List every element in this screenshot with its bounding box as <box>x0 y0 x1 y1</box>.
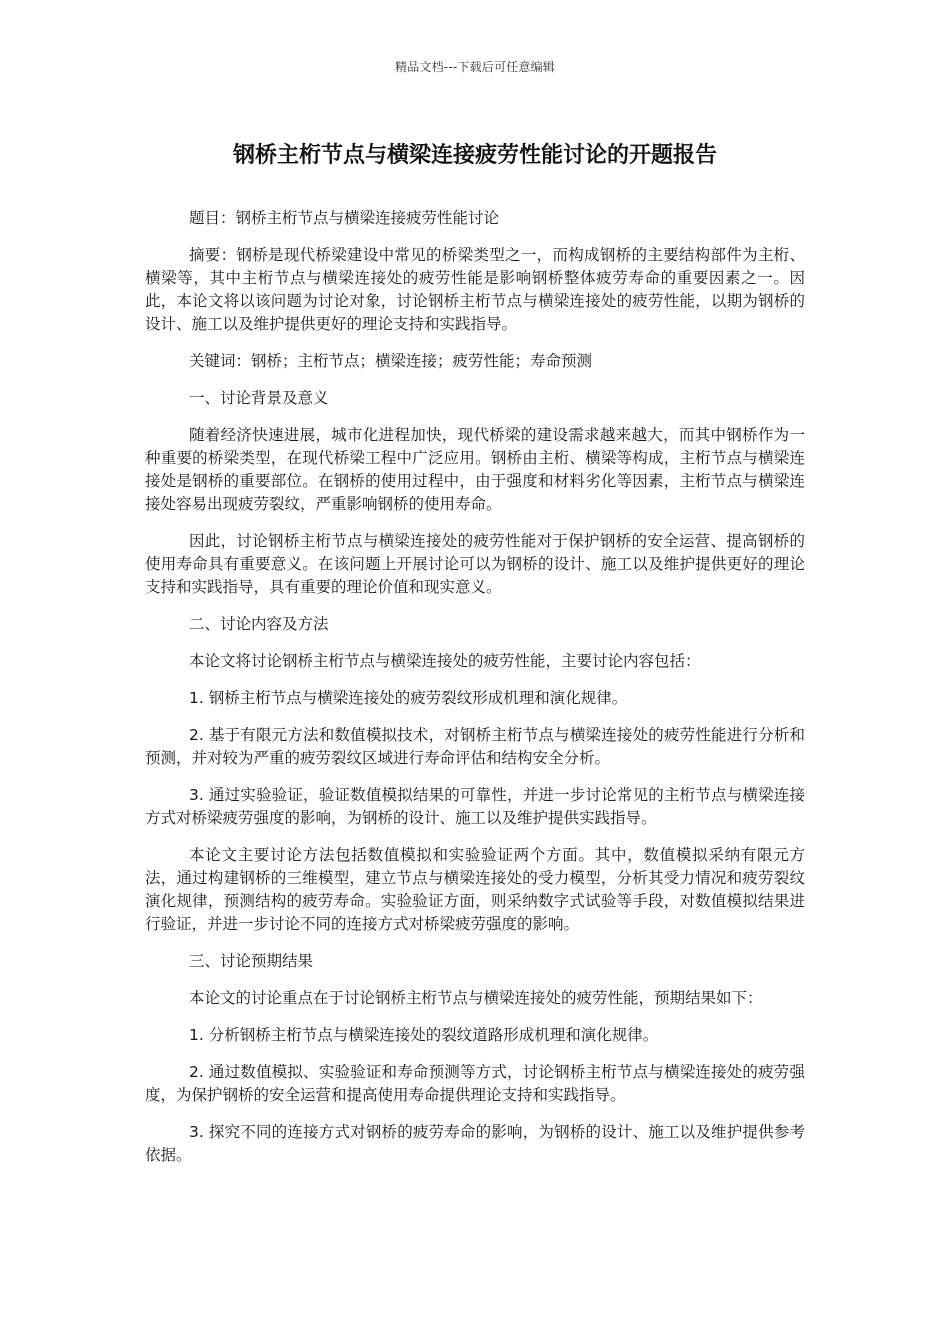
list-item-result-2: 2. 通过数值模拟、实验验证和寿命预测等方式，讨论钢桥主桁节点与横梁连接处的疲劳强度，为保护钢桥的安全运营和提高使用寿命提供理论支持和实践指导。 <box>145 1063 805 1104</box>
list-item-content-2: 2. 基于有限元方法和数值模拟技术，对钢桥主桁节点与横梁连接处的疲劳性能进行分析和预测，并对较为严重的疲劳裂纹区域进行寿命评估和结构安全分析。 <box>145 726 805 767</box>
paragraph-keywords: 关键词：钢桥；主桁节点；横梁连接；疲劳性能；寿命预测 <box>189 352 593 370</box>
list-item-result-3: 3. 探究不同的连接方式对钢桥的疲劳寿命的影响，为钢桥的设计、施工以及维护提供参考依据。 <box>145 1123 805 1164</box>
section-heading-content: 二、讨论内容及方法 <box>189 615 329 633</box>
paragraph-content-intro: 本论文将讨论钢桥主桁节点与横梁连接处的疲劳性能，主要讨论内容包括： <box>189 652 701 670</box>
document-title: 钢桥主桁节点与横梁连接疲劳性能讨论的开题报告 <box>232 143 717 168</box>
header-note: 精品文档---下载后可任意编辑 <box>395 60 555 74</box>
paragraph-topic: 题目：钢桥主桁节点与横梁连接疲劳性能讨论 <box>189 209 500 227</box>
document-body <box>145 207 805 1181</box>
paragraph-methods: 本论文主要讨论方法包括数值模拟和实验验证两个方面。其中，数值模拟采纳有限元方法，通过构建钢桥的三维模型，建立节点与横梁连接处的受力模型，分析其受力情况和疲劳裂纹演化规律，预测结构的疲劳寿命。实验验证方面，则采纳数字式试验等手段，对数值模拟结果进行验证，并进一步讨论不同的连接方式对桥梁疲劳强度的影响。 <box>145 846 805 933</box>
section-heading-background: 一、讨论背景及意义 <box>189 389 329 407</box>
list-item-content-3: 3. 通过实验验证，验证数值模拟结果的可靠性，并进一步讨论常见的主桁节点与横梁连接方式对桥梁疲劳强度的影响，为钢桥的设计、施工以及维护提供实践指导。 <box>145 786 805 827</box>
list-item-content-1: 1. 钢桥主桁节点与横梁连接处的疲劳裂纹形成机理和演化规律。 <box>189 689 628 707</box>
paragraph-abstract: 摘要：钢桥是现代桥梁建设中常见的桥梁类型之一，而构成钢桥的主要结构部件为主桁、横梁等，其中主桁节点与横梁连接处的疲劳性能是影响钢桥整体疲劳寿命的重要因素之一。因此，本论文将以该问题为讨论对象，讨论钢桥主桁节点与横梁连接处的疲劳性能，以期为钢桥的设计、施工以及维护提供更好的理论支持和实践指导。 <box>145 246 805 333</box>
list-item-result-1: 1. 分析钢桥主桁节点与横梁连接处的裂纹道路形成机理和演化规律。 <box>189 1026 659 1044</box>
paragraph-background-1: 随着经济快速进展，城市化进程加快，现代桥梁的建设需求越来越大，而其中钢桥作为一种重要的桥梁类型，在现代桥梁工程中广泛应用。钢桥由主桁、横梁等构成，主桁节点与横梁连接处是钢桥的重要部位。在钢桥的使用过程中，由于强度和材料劣化等因素，主桁节点与横梁连接处容易出现疲劳裂纹，严重影响钢桥的使用寿命。 <box>145 426 805 513</box>
paragraph-results-intro: 本论文的讨论重点在于讨论钢桥主桁节点与横梁连接处的疲劳性能，预期结果如下： <box>189 989 763 1007</box>
section-heading-results: 三、讨论预期结果 <box>189 952 314 970</box>
paragraph-background-2: 因此，讨论钢桥主桁节点与横梁连接处的疲劳性能对于保护钢桥的安全运营、提高钢桥的使用寿命具有重要意义。在该问题上开展讨论可以为钢桥的设计、施工以及维护提供更好的理论支持和实践指导，具有重要的理论价值和现实意义。 <box>145 532 805 596</box>
